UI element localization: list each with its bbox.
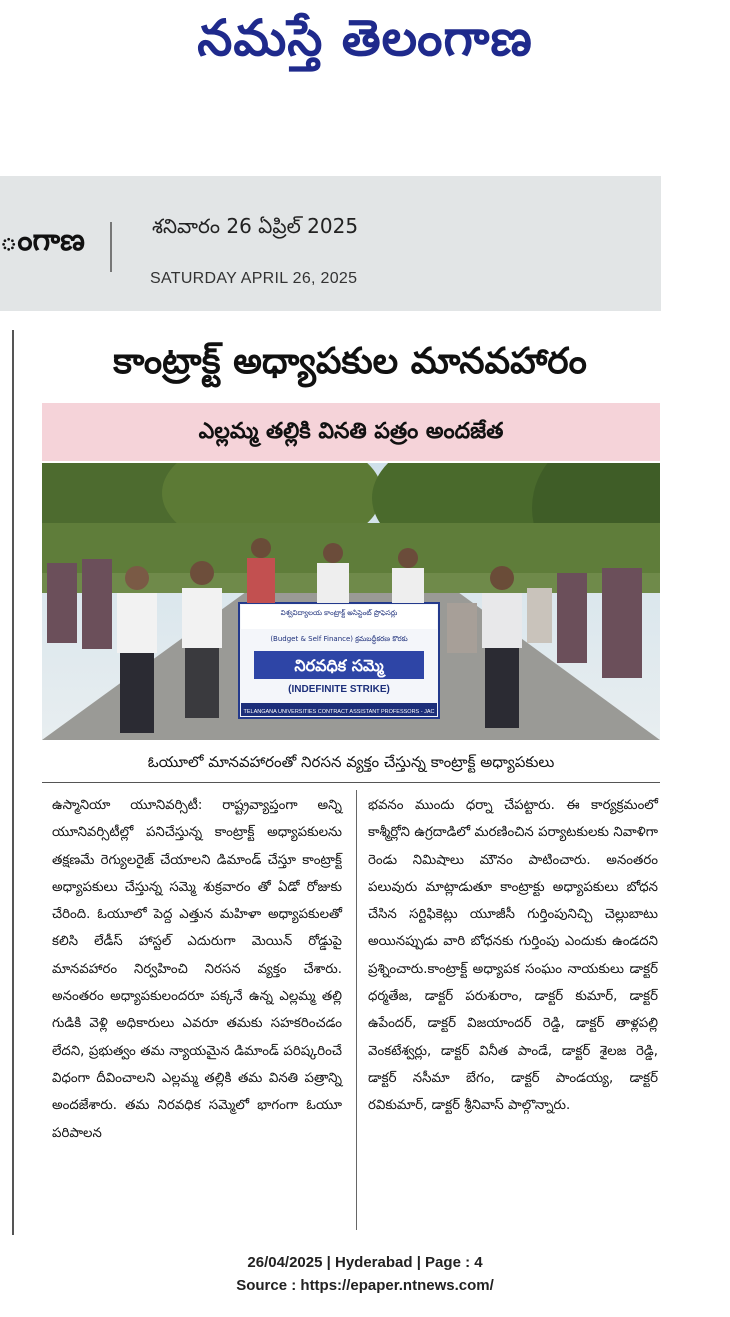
article-headline: కాంట్రాక్ట్ అధ్యాపకుల మానవహారం [113,341,587,382]
newspaper-title: నమస్తే తెలంగాణ [197,9,533,67]
article-subheadline: ఎల్లమ్మ తల్లికి వినతి పత్రం అందజేత [198,419,504,444]
article-photo [42,463,660,740]
column-divider [356,790,357,1230]
subheadline-band [42,403,660,461]
footer-source: Source : https://epaper.ntnews.com/ [236,1277,494,1294]
band-logo-fragment: ంగాణ [0,223,85,258]
footer-date-location-page: 26/04/2025 | Hyderabad | Page : 4 [247,1254,483,1271]
article-body-column-left: ఉస్మానియా యూనివర్సిటీ: రాష్ట్రవ్యాప్తంగా అన్ని యూనివర్సిటీల్లో పనిచేస్తున్న కాంట్రాక్ట్ అధ్యాపకులను తక్షణమే రెగ్యులరైజ్ చేయాలని డిమాండ్ చేస్తూ కాంట్రాక్ట్ అధ్యాపకులు చేస్తున్న సమ్మె శుక్రవారం తో ఏడో రోజుకు చేరింది. ఓయూలో పెద్ద ఎత్తున మహిళా అధ్యాపకులతో కలిసి లేడీస్ హాస్టల్ ఎదురుగా మెయిన్ రోడ్డుపై మానవహారం నిర్వహించి నిరసన వ్యక్తం చేశారు. అనంతరం అధ్యాపకులందరూ పక్కనే ఉన్న ఎల్లమ్మ తల్లి గుడికి వెళ్లి అధికారులు ఎవరూ తమకు సహకరించడం లేదని, ప్రభుత్వం తమ న్యాయమైన డిమాండ్ పరిష్కరించే విధంగా దీవించాలని ఎల్లమ్మ తల్లికి తమ వినతి పత్రాన్ని అందజేశారు. తమ నిరవధిక సమ్మెలో భాగంగా ఓయూ పరిపాలన [52,798,342,1141]
banner-sub: (INDEFINITE STRIKE) [288,684,390,695]
date-english: SATURDAY APRIL 26, 2025 [150,270,358,287]
band-divider [110,222,112,272]
banner-footer: TELANGANA UNIVERSITIES CONTRACT ASSISTANT PROFESSORS - JAC [243,709,435,715]
banner-main: నిరవధిక సమ్మె [294,656,384,675]
banner-line1: విశ్వవిద్యాలయ కాంట్రాక్ట్ అసిస్టెంట్ ప్రొఫెసర్లు [280,609,398,617]
date-telugu: శనివారం 26 ఏప్రిల్ 2025 [152,214,359,238]
protest-photo-illustration [42,463,660,740]
date-band [0,176,661,311]
masthead [0,0,730,80]
caption-rule [42,782,660,783]
article-body-column-right: భవనం ముందు ధర్నా చేపట్టారు. ఈ కార్యక్రమంలో కాశ్మీర్లోని ఉగ్రదాడిలో మరణించిన పర్యాటకులకు నివాళిగా రెండు నిమిషాలు మౌనం పాటించారు. అనంతరం పలువురు మాట్లాడుతూ కాంట్రాక్టు అధ్యాపకులు బోధన చేసిన సర్టిఫికెట్లు యూజీసీ గుర్తింపునిచ్చి చెల్లుబాటు అయినప్పుడు వారి బోధనకు గుర్తింపు ఎందుకు ఉండదని ప్రశ్నించారు.కాంట్రాక్ట్ అధ్యాపక సంఘం నాయకులు డాక్టర్ ధర్మతేజ, డాక్టర్ పరుశురాం, డాక్టర్ కుమార్, డాక్టర్ ఉపేందర్, డాక్టర్ విజయాందర్ రెడ్డి, డాక్టర్ తాళ్లపల్లి వెంకటేశ్వర్లు, డాక్టర్ వినీత పాండే, డాక్టర్ శైలజ రెడ్డి, డాక్టర్ నసీమా బేగం, డాక్టర్ పాండయ్య, డాక్టర్ రవికుమార్, డాక్టర్ శ్రీనివాస్ పాల్గొన్నారు. [368,798,658,1114]
photo-caption: ఓయూలో మానవహారంతో నిరసన వ్యక్తం చేస్తున్న కాంట్రాక్ట్ అధ్యాపకులు [147,753,555,771]
left-margin-rule [12,330,14,1235]
banner-line2: (Budget & Self Finance) క్రమబద్ధీకరణ కొరకు [270,635,408,643]
